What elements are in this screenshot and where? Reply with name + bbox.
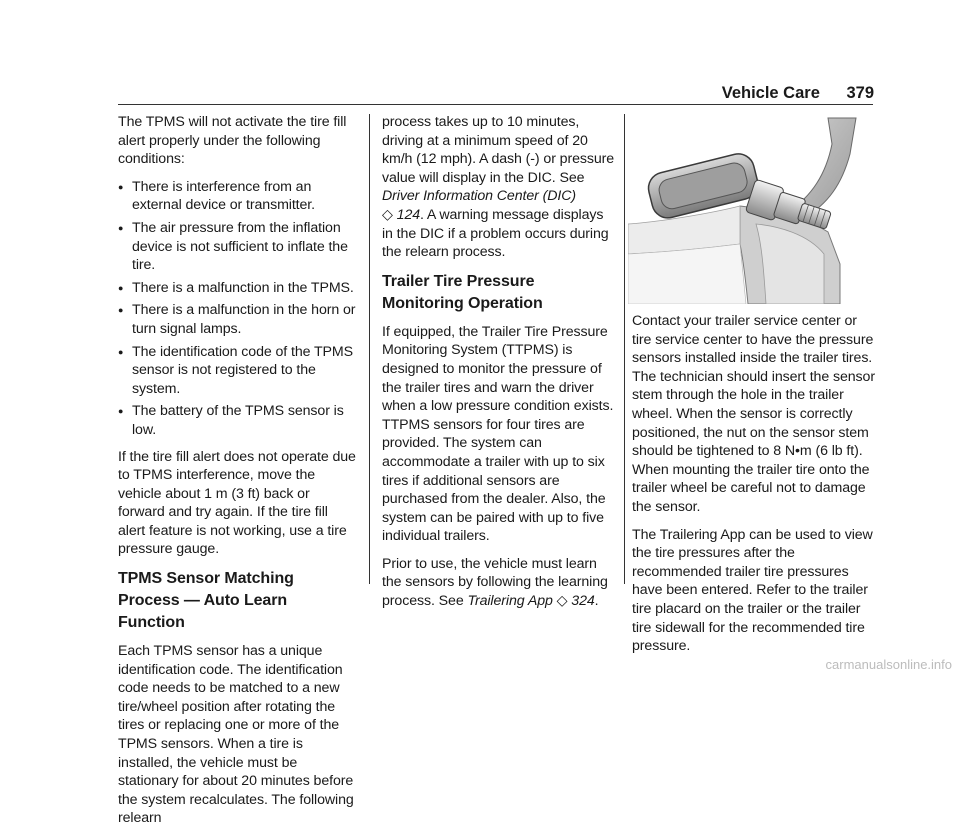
page-number: 379 <box>846 84 874 102</box>
relearn-paragraph: process takes up to 10 minutes, driving at a minimum speed of 20 km/h (12 mph). A dash (-) or pressure value will display in the DIC. See Driver Information Center (DIC) ◇ 124. A warning message displays in the DIC if a problem occurs during the relearn process. <box>382 114 615 261</box>
column-2 <box>382 113 618 620</box>
list-item: ● There is a malfunction in the TPMS. <box>118 279 358 298</box>
list-item: ● The air pressure from the inflation device is not sufficient to inflate the tire. <box>118 219 358 275</box>
ref-icon: ◇ <box>556 593 568 610</box>
trailering-app-link[interactable]: Trailering App <box>467 593 553 610</box>
column-1 <box>118 113 358 837</box>
auto-learn-paragraph: Each TPMS sensor has a unique identification code. The identification code needs to be matched to a new tire/wheel position after rotating the tires or replacing one or more of the TPMS sensors. When a tire is installed, the vehicle must be stationary for about 20 minutes before the system recalculates. The following relearn <box>118 643 354 827</box>
list-item: ● The battery of the TPMS sensor is low. <box>118 402 358 439</box>
learn-paragraph: Prior to use, the vehicle must learn the sensors by following the learning process. See Trailering App ◇ 324. <box>382 555 608 610</box>
dic-link[interactable]: Driver Information Center (DIC) <box>382 188 576 205</box>
auto-learn-heading: TPMS Sensor Matching Process — Auto Learn Function <box>118 570 294 632</box>
ref-icon: ◇ <box>382 206 393 223</box>
column-3 <box>632 312 876 665</box>
list-item: ● The identification code of the TPMS sensor is not registered to the system. <box>118 343 358 399</box>
page-ref[interactable]: 324 <box>571 593 595 610</box>
watermark: carmanualsonline.info <box>825 657 952 672</box>
tpms-sensor-figure <box>628 114 872 304</box>
page-ref[interactable]: 124 <box>396 206 421 223</box>
list-item: ● There is interference from an external device or transmitter. <box>118 178 358 215</box>
section-title: Vehicle Care <box>721 84 820 102</box>
conditions-list <box>118 178 358 440</box>
ttpms-paragraph: If equipped, the Trailer Tire Pressure Monitoring System (TTPMS) is designed to monitor the pressure of the trailer tires and warn the driver when a low pressure condition exists. TTPMS sensors for four tires are provided. The system can accommodate a trailer with up to six tires if additional sensors are purchased from the dealer. Also, the system can be paired with up to five individual trailers. <box>382 323 614 545</box>
trailering-app-paragraph: The Trailering App can be used to view the tire pressures after the recommended trailer tire pressures have been entered. Refer to the trailer tire placard on the trailer or the trailer tire sidewall for the recommended tire pressure. <box>632 526 873 655</box>
list-item: ● There is a malfunction in the horn or turn signal lamps. <box>118 301 358 338</box>
column-divider-2 <box>624 114 625 584</box>
column-divider-1 <box>369 114 370 584</box>
ttpms-heading: Trailer Tire Pressure Monitoring Operation <box>382 272 543 312</box>
header-rule <box>118 104 873 105</box>
page-header <box>722 84 874 103</box>
installation-paragraph: Contact your trailer service center or tire service center to have the pressure sensors installed inside the trailer tires. The technician should insert the sensor stem through the hole in the trailer wheel. When the sensor is correctly positioned, the nut on the sensor stem should be tightened to 8 N•m (6 lb ft). When mounting the trailer tire onto the trailer wheel be careful not to damage the sensor. <box>632 313 875 515</box>
interference-paragraph: If the tire fill alert does not operate due to TPMS interference, move the vehicle about 1 m (3 ft) back or forward and try again. If the tire fill alert feature is not working, use a tire pressure gauge. <box>118 448 356 558</box>
intro-paragraph: The TPMS will not activate the tire fill alert properly under the following conditions: <box>118 114 347 168</box>
